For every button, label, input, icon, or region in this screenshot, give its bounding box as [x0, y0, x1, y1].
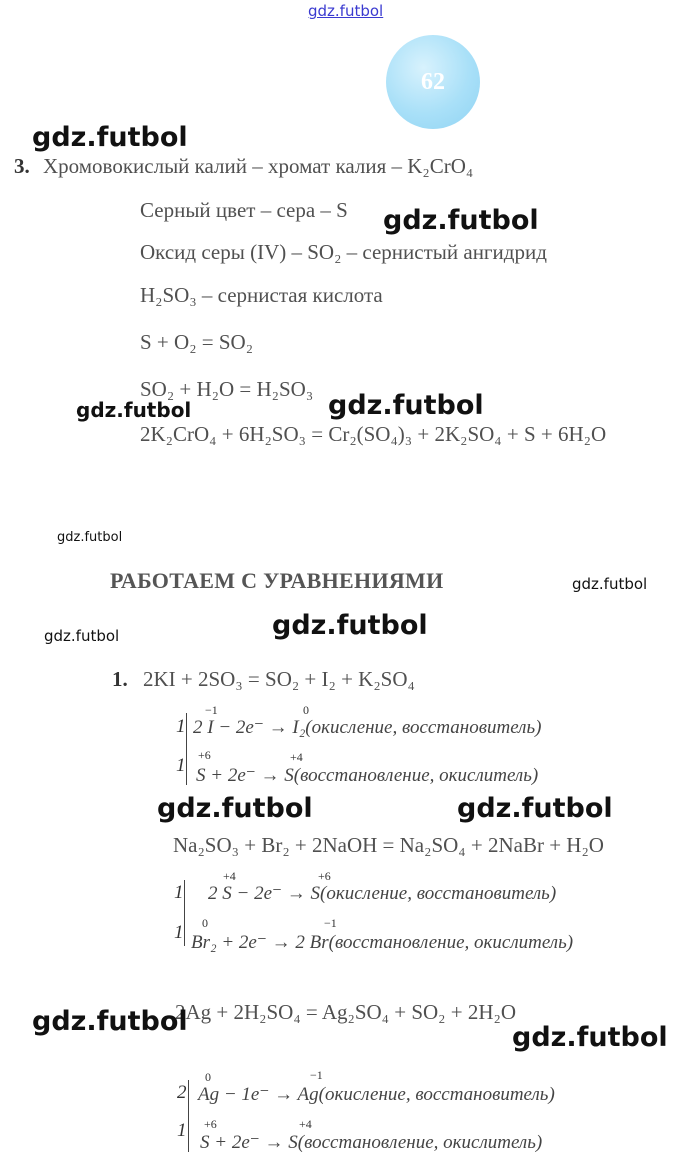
balance-coef: 1: [174, 882, 184, 903]
task3-line-4: H₂SO₃ – сернистая кислота: [140, 283, 383, 307]
half-reaction: [193, 716, 541, 739]
oxidation-state: −1: [310, 1068, 323, 1082]
task1-number: 1.: [112, 667, 128, 691]
balance-coef: 1: [176, 716, 186, 737]
oxidation-state: +4: [223, 869, 236, 883]
half-reaction-text: 2 S − 2e⁻ → S(окисление, восстановитель): [208, 883, 557, 904]
oxidation-state: 0: [303, 703, 309, 717]
oxidation-state: +4: [290, 750, 303, 764]
equation-3: 2Ag + 2H₂SO₄ = Ag₂SO₄ + SO₂ + 2H₂O: [175, 1000, 517, 1024]
equation-2: Na₂SO₃ + Br₂ + 2NaOH = Na₂SO₄ + 2NaBr + H₂O: [173, 833, 604, 857]
task3-line-1: Хромовокислый калий – хромат калия – K₂CrO₄: [43, 154, 474, 178]
watermark: gdz.futbol: [383, 205, 539, 236]
watermark: gdz.futbol: [76, 398, 192, 422]
oxidation-state: +6: [204, 1117, 217, 1131]
task3-number: 3.: [14, 154, 30, 178]
task3-line-7: 2K₂CrO₄ + 6H₂SO₃ = Cr₂(SO₄)₃ + 2K₂SO₄ + S + 6H₂O: [140, 422, 607, 446]
balance-coef: 1: [176, 755, 186, 776]
oxidation-state: −1: [205, 703, 218, 717]
watermark: gdz.futbol: [572, 575, 648, 593]
watermark: gdz.futbol: [272, 610, 428, 641]
half-reaction: [200, 1131, 542, 1154]
watermark: gdz.futbol: [32, 122, 188, 153]
balance-coef: 1: [177, 1120, 187, 1141]
half-reaction-text: S + 2e⁻ → S(восстановление, окислитель): [196, 765, 539, 786]
half-reaction-text: Br₂ + 2e⁻ → 2 Br(восстановление, окислитель): [191, 932, 574, 953]
watermark: gdz.futbol: [512, 1022, 668, 1053]
task3-line-2: Серный цвет – сера – S: [140, 198, 348, 222]
oxidation-state: +6: [318, 869, 331, 883]
page-number-badge: [386, 35, 480, 129]
half-reaction: [196, 764, 538, 787]
oxidation-state: 0: [202, 916, 208, 930]
task3-line-3: Оксид серы (IV) – SO₂ – сернистый ангидрид: [140, 240, 547, 264]
watermark: gdz.futbol: [32, 1006, 188, 1037]
half-reaction: [191, 931, 573, 954]
task3-line-6: SO₂ + H₂O = H₂SO₃: [140, 377, 314, 401]
half-reaction: [198, 1083, 555, 1106]
balance-bracket: [186, 713, 187, 785]
balance-bracket: [184, 880, 185, 946]
task3-row: [14, 154, 473, 179]
task1-row: [112, 667, 415, 692]
equation-1: 2KI + 2SO₃ = SO₂ + I₂ + K₂SO₄: [143, 667, 415, 691]
half-reaction-text: 2 I − 2e⁻ → I₂(окисление, восстановитель): [193, 717, 542, 738]
watermark: gdz.futbol: [57, 530, 123, 545]
balance-bracket: [188, 1080, 189, 1152]
balance-coef: 1: [174, 922, 184, 943]
section-heading: РАБОТАЕМ С УРАВНЕНИЯМИ: [110, 568, 444, 593]
watermark: gdz.futbol: [328, 390, 484, 421]
half-reaction: [208, 882, 556, 905]
oxidation-state: −1: [324, 916, 337, 930]
oxidation-state: +6: [198, 748, 211, 762]
oxidation-state: 0: [205, 1070, 211, 1084]
oxidation-state: +4: [299, 1117, 312, 1131]
page-number: 62: [421, 68, 445, 95]
watermark: gdz.futbol: [157, 793, 313, 824]
half-reaction-text: S + 2e⁻ → S(восстановление, окислитель): [200, 1132, 543, 1153]
watermark: gdz.futbol: [457, 793, 613, 824]
half-reaction-text: Ag − 1e⁻ → Ag(окисление, восстановитель): [198, 1084, 555, 1105]
balance-coef: 2: [177, 1082, 187, 1103]
watermark-top[interactable]: gdz.futbol: [308, 2, 384, 20]
watermark: gdz.futbol: [44, 627, 120, 645]
task3-line-5: S + O₂ = SO₂: [140, 330, 254, 354]
